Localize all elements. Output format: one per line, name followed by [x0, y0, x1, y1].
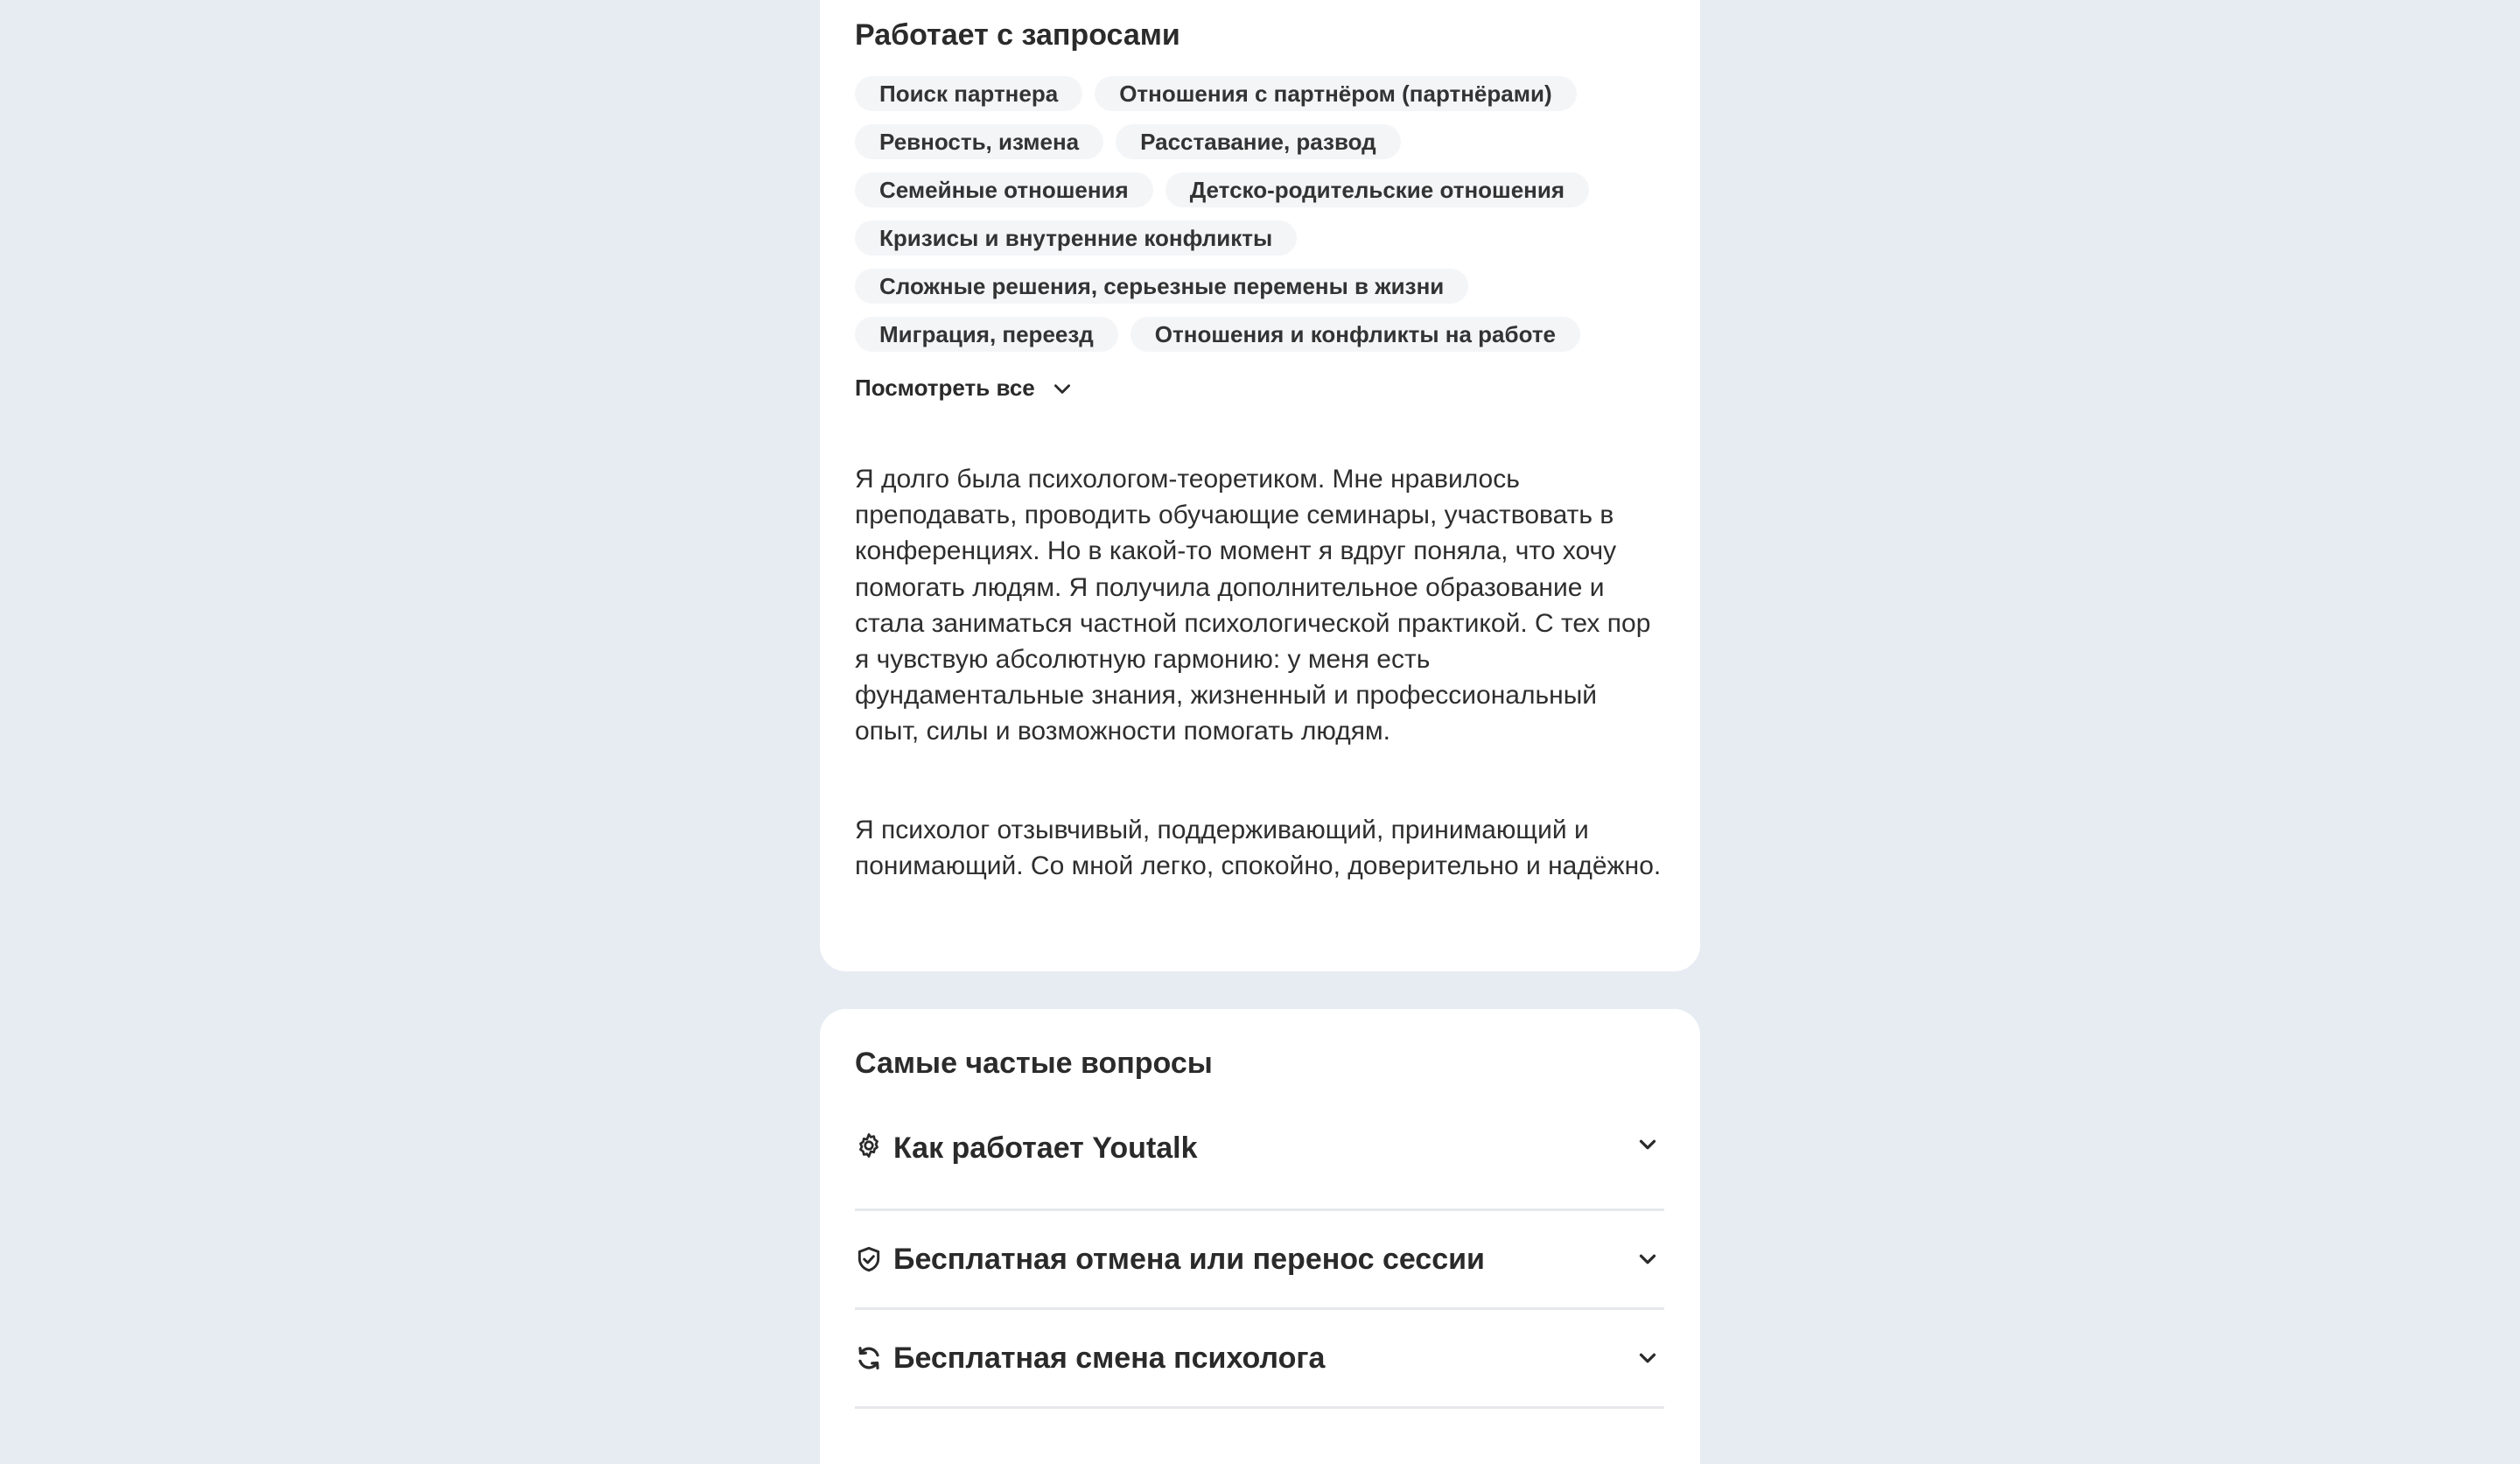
- tag-row: [855, 317, 1664, 352]
- request-tag: Отношения и конфликты на работе: [1130, 317, 1580, 352]
- faq-card: [820, 1009, 1700, 1464]
- chevron-down-icon: [1051, 377, 1074, 400]
- faq-item-free-cancel[interactable]: [855, 1211, 1664, 1310]
- tag-row: [855, 124, 1664, 159]
- faq-item-label: Бесплатная отмена или перенос сессии: [893, 1242, 1485, 1276]
- request-tag: Миграция, переезд: [855, 317, 1118, 352]
- request-tag: Отношения с партнёром (партнёрами): [1095, 76, 1576, 111]
- tag-row: [855, 172, 1664, 207]
- request-tag: Ревность, измена: [855, 124, 1103, 159]
- request-tag: Кризисы и внутренние конфликты: [855, 221, 1297, 256]
- see-all-label: Посмотреть все: [855, 375, 1035, 401]
- faq-item-label: Бесплатная смена психолога: [893, 1341, 1326, 1375]
- chevron-down-icon: [1634, 1246, 1661, 1272]
- faq-item-how-it-works[interactable]: [855, 1126, 1664, 1211]
- tag-row: [855, 76, 1664, 111]
- about-paragraph: Я психолог отзывчивый, поддерживающий, принимающий и понимающий. Со мной легко, спокойно, доверительно и надёжно.: [855, 815, 1662, 880]
- gear-icon: [855, 1131, 883, 1159]
- requests-title: Работает с запросами: [855, 18, 1180, 52]
- faq-item-change-psychologist[interactable]: [855, 1310, 1664, 1409]
- request-tag: Детско-родительские отношения: [1166, 172, 1589, 207]
- chevron-down-icon: [1634, 1131, 1661, 1158]
- request-tag: Семейные отношения: [855, 172, 1153, 207]
- requests-tag-list: [855, 76, 1664, 352]
- tag-row: [855, 269, 1664, 304]
- see-all-button[interactable]: [855, 375, 1074, 402]
- faq-title: Самые частые вопросы: [855, 1047, 1213, 1080]
- faq-item-label: Как работает Youtalk: [893, 1131, 1198, 1165]
- faq-list: [855, 1126, 1664, 1409]
- about-text: [855, 461, 1664, 884]
- request-tag: Сложные решения, серьезные перемены в жизни: [855, 269, 1468, 304]
- chevron-down-icon: [1634, 1345, 1661, 1371]
- request-tag: Расставание, развод: [1116, 124, 1401, 159]
- request-tag: Поиск партнера: [855, 76, 1082, 111]
- shield-check-icon: [855, 1245, 883, 1273]
- psychologist-info-card: [820, 0, 1700, 971]
- about-paragraph: Я долго была психологом-теоретиком. Мне нравилось преподавать, проводить обучающие семинары, участвовать в конференциях. Но в какой-то момент я вдруг поняла, что хочу помогать людям. Я получила дополнительное образование и стала заниматься частной психологической практикой. С тех пор я чувствую абсолютную гармонию: у меня есть фундаментальные знания, жизненный и профессиональный опыт, силы и возможности помогать людям.: [855, 465, 1651, 746]
- tag-row: [855, 221, 1664, 256]
- refresh-icon: [855, 1344, 883, 1372]
